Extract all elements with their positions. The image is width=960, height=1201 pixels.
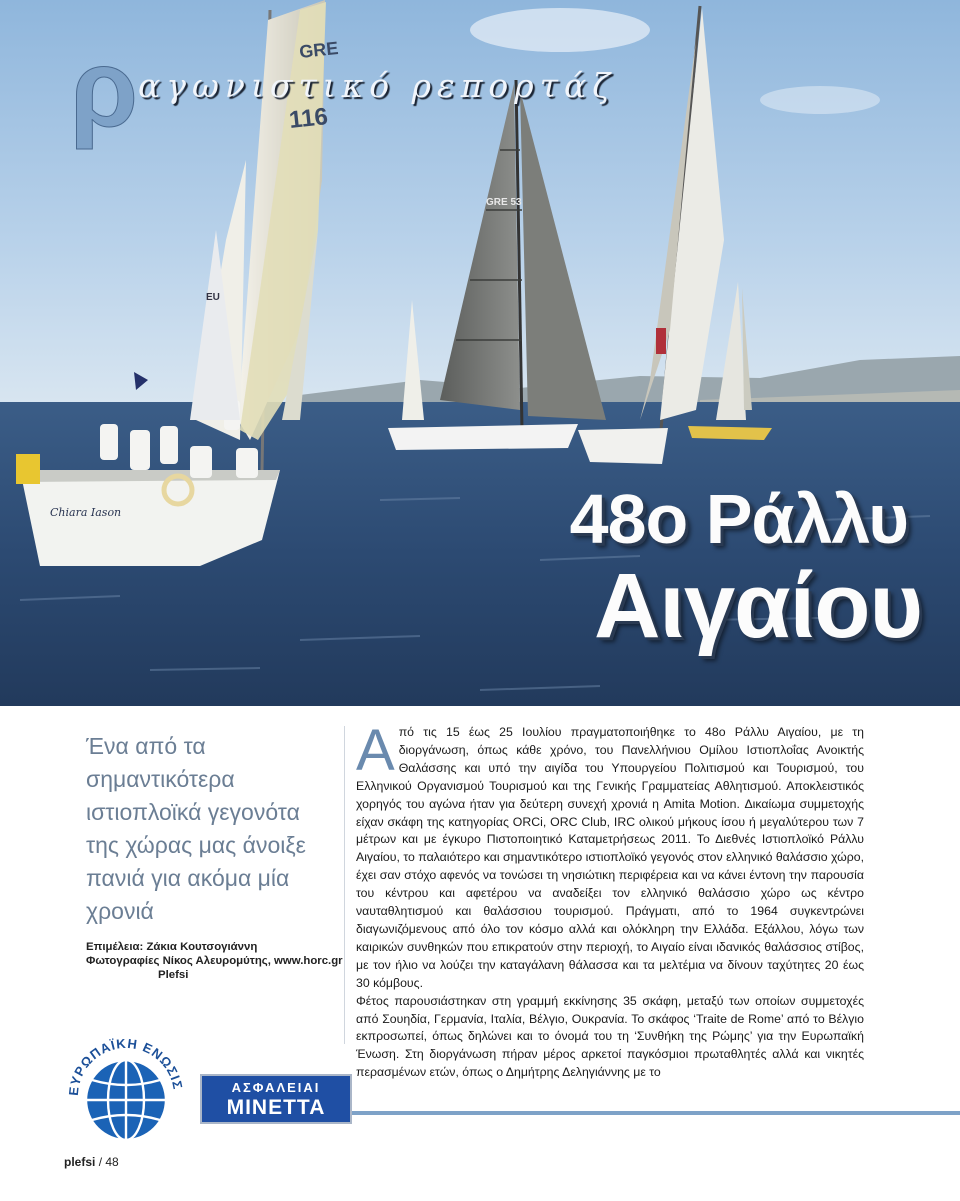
headline — [569, 480, 922, 657]
footer-brand: plefsi — [64, 1155, 96, 1169]
credit-editor: Επιμέλεια: Ζάκια Κουτσογιάννη — [86, 941, 258, 953]
article-paragraph-1: πό τις 15 έως 25 Ιουλίου πραγματοποιήθηκε το 48ο Ράλλυ Αιγαίου, με τη διοργάνωση, όπως κάθε χρόνο, του Πανελλήνιου Ομίλου Ιστιοπλοΐας Ανοικτής Θαλάσσης και υπό την αιγίδα του Υπουργείου Πολιτισμού και Τουρισμού, του Ελληνικού Οργανισμού Τουρισμού και της Γενικής Γραμματείας Αθλητισμού. Αποκλειστικός χορηγός του αγώνα ήταν για δεύτερη συνεχή χρονιά η Amita Motion. Δικαίωμα συμμετοχής είχαν σκάφη της κατηγορίας ORCi, ORC Club, IRC ολικού μήκους ίσου ή μεγαλύτερου των 7 μέτρων και με έγκυρο Πιστοποιητικό Καταμετρήσεως 2011. Το Διεθνές Ιστιοπλοϊκό Ράλλυ Αιγαίου, το παλαιότερο και σημαντικότερο ιστιοπλοϊκό γεγονός στον ελληνικό θαλάσσιο χώρο, έχει σαν στόχο αφενός να τονώσει τη νησιώτικη περιφέρεια και να κάνει έντονη την παρουσία του κέντρου και αφετέρου να αναδείξει τον ελληνικό θαλάσσιο χώρο ως κέντρο ναυταθλητισμού και θαλάσσιου τουρισμού. Πράγματι, από το 1964 συγκεντρώνει διαγωνιζόμενους από όλο τον κόσμο αλλά και ολόκληρη την Ελλάδα. Εξάλλου, λόγω των καιρικών συνθηκών που επικρατούν στην περιοχή, το Αιγαίο είναι ιδανικός θαλάσσιος στίβος, με τον ήλιο να λούζει την καταγάλανη θάλασσα και τα μελτέμια να δίνουν ταχύτητες 20 έως 30 κόμβους. — [356, 725, 864, 990]
footer-page: / 48 — [98, 1155, 119, 1169]
credit-photos: Φωτογραφίες Νίκος Αλευρομύτης, www.horc.gr — [86, 955, 343, 967]
section-title — [64, 27, 617, 154]
section-label: αγωνιστικό ρεπορτάζ — [138, 66, 617, 105]
article-body — [356, 718, 864, 1082]
sail-gre53: GRE 53 — [486, 197, 522, 208]
sail-label: GRE — [298, 38, 340, 62]
sail-eu: EU — [206, 292, 220, 303]
minetta-logo — [200, 1074, 352, 1124]
europaiki-enosis-logo — [64, 1034, 188, 1158]
section-initial-glyph — [68, 27, 139, 150]
hull-name: Chiara Iason — [50, 506, 122, 519]
eu-logo-text: ΕΥΡΩΠΑΪΚΗ ΕΝΩΣΙΣ — [65, 1035, 186, 1097]
blue-rule — [352, 1111, 960, 1115]
intro-text: Ένα από τα σημαντικότερα ιστιοπλοϊκά γεγονότα της χώρας μας άνοιξε πανιά για ακόμα μία χρονιά — [86, 733, 306, 924]
minetta-top: ΑΣΦΑΛΕΙΑΙ — [231, 1080, 321, 1095]
credits — [86, 940, 343, 982]
section-initial: ρ — [70, 27, 139, 150]
minetta-bottom: ΜΙΝΕΤΤΑ — [226, 1096, 326, 1119]
sail-number: 116 — [287, 103, 330, 134]
drop-cap: Α — [356, 718, 395, 783]
headline-line2: Αιγαίου — [593, 555, 922, 657]
credit-photos-cont: Plefsi — [158, 969, 189, 981]
article-paragraph-2: Φέτος παρουσιάστηκαν στη γραμμή εκκίνησης 35 σκάφη, μεταξύ των οποίων συμμετοχές από Σουηδία, Γερμανία, Ιταλία, Βέλγιο, Ουκρανία. Το σκάφος ‘Traite de Rome’ από το Βέλγιο εκπροσωπεί, όπως δηλώνει και το όνομά του τη ‘Συνθήκη της Ρώμης’ για την Ευρωπαϊκή Ένωση. Στη διοργάνωση πήραν μέρος αρκετοί παγκόσμιοι πρωταθλητές αλλά και νικητές περασμένων ετών, όπως ο Δημήτρης Δεληγιάννης με το — [356, 993, 864, 1080]
headline-line1: 48ο Ράλλυ — [569, 480, 908, 558]
page-footer — [64, 1155, 119, 1169]
column-divider — [344, 726, 345, 1044]
